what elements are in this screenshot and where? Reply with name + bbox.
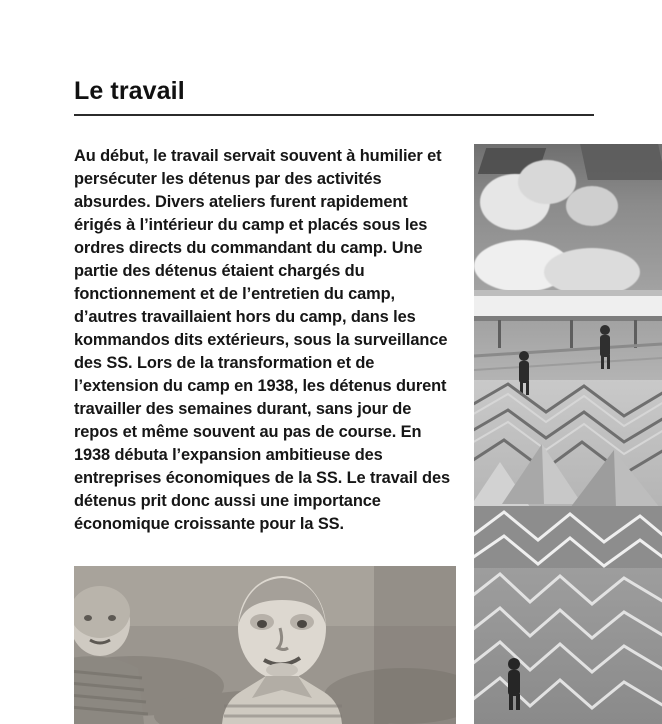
heading-block (74, 78, 594, 116)
painting-camp-landscape (474, 144, 662, 724)
page-title: Le travail (74, 77, 185, 105)
painting-details (474, 144, 662, 724)
photo-prisoners (74, 566, 456, 724)
title-divider (74, 114, 594, 116)
body-text-column (74, 145, 456, 535)
body-paragraph: Au début, le travail servait souvent à humilier et persécuter les détenus par des activités absurdes. Divers ateliers furent rapidement érigés à l’intérieur du camp et placés sous les ordres directs du commandant du camp. Une partie des détenus étaient chargés du fonctionnement et de l’entretien du camp, d’autres travaillaient hors du camp, dans les kommandos dits extérieurs, sous la surveillance des SS. Lors de la transformation et de l’extension du camp en 1938, les détenus durent travailler des semaines durant, sans jour de repos et même souvent au pas de course. En 1938 débuta l’expansion ambitieuse des entreprises économiques de la SS. Le travail des détenus prit donc aussi une importance économique croissante pour la SS. (74, 147, 450, 533)
photo-details (74, 566, 456, 724)
